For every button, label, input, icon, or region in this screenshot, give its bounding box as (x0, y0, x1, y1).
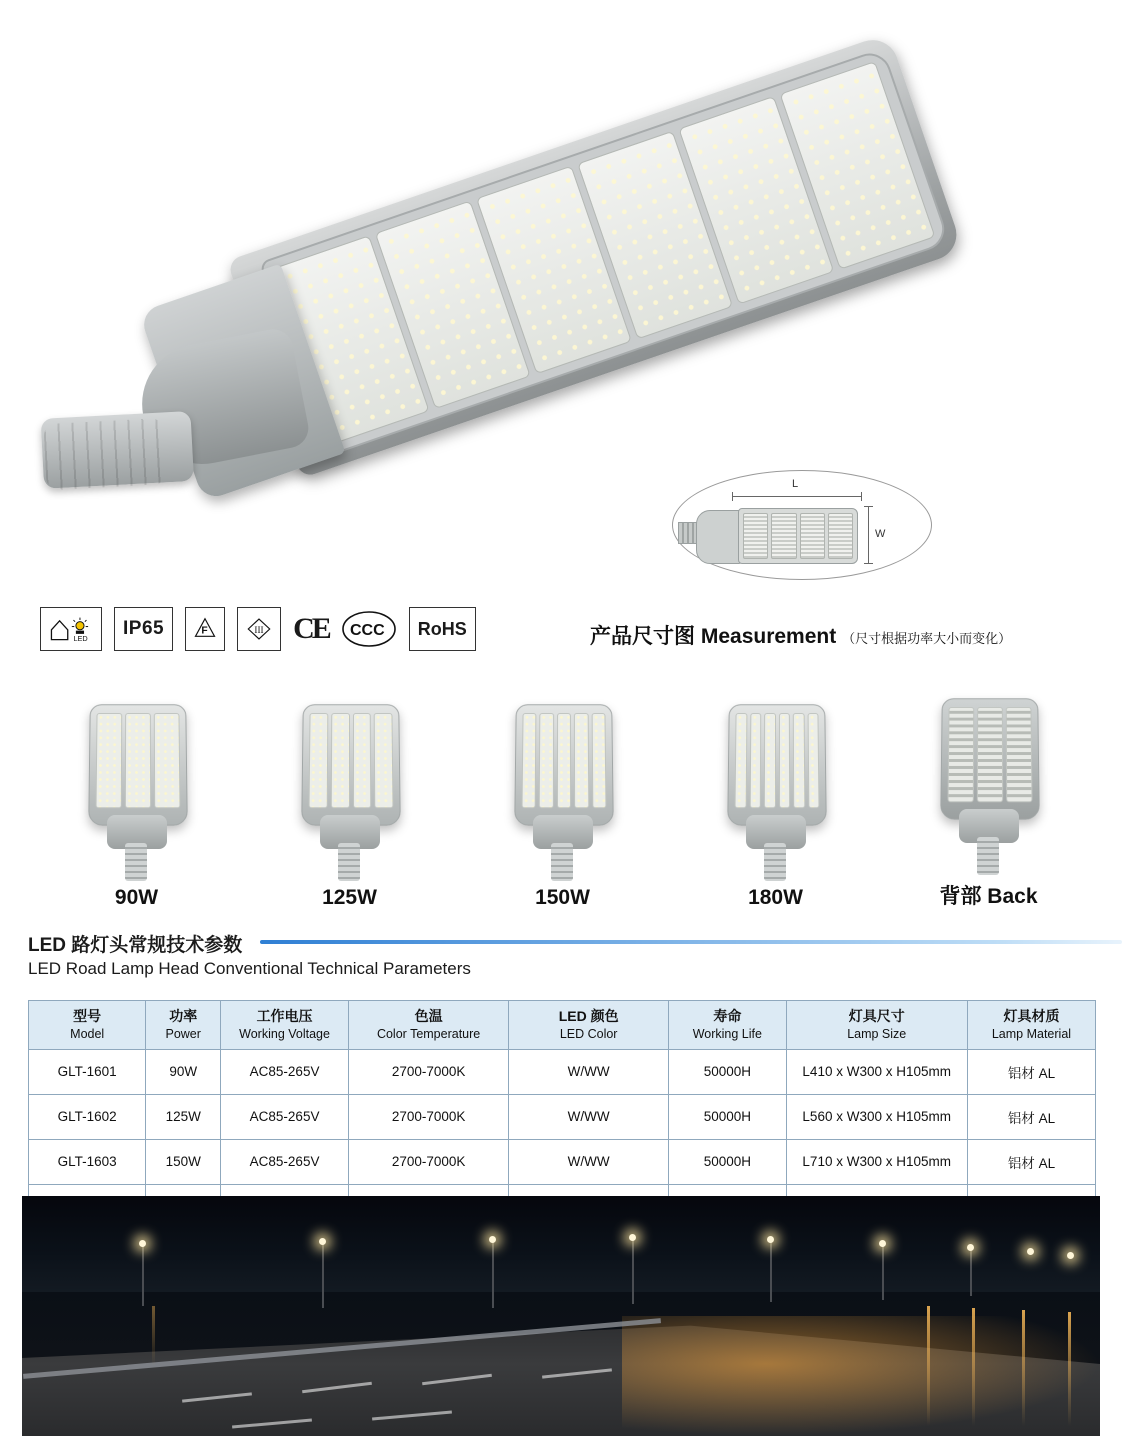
rohs-mark-icon (409, 607, 476, 651)
street-lamp-post (882, 1244, 884, 1300)
cell-model: GLT-1601 (29, 1049, 146, 1094)
fin-group (947, 707, 974, 802)
section-title-en: LED Road Lamp Head Conventional Technical Parameters (28, 959, 471, 978)
cell-power: 150W (146, 1139, 221, 1184)
section-heading (28, 930, 1098, 979)
lamp-body (514, 704, 614, 825)
cell-cct: 2700-7000K (349, 1049, 509, 1094)
cell-voltage: AC85-265V (221, 1049, 349, 1094)
street-lamp-light (767, 1236, 774, 1243)
lamp-back-view (919, 697, 1059, 872)
measurement-diagram (672, 470, 932, 580)
water-reflection (1068, 1312, 1071, 1426)
col-life-en: Working Life (692, 1026, 762, 1041)
street-lamp-light (879, 1240, 886, 1247)
certification-row (40, 606, 476, 652)
ce-label: CE (293, 612, 329, 645)
street-lamp-post (142, 1244, 144, 1306)
lamp-body (727, 704, 827, 825)
street-lamp-light (319, 1238, 326, 1245)
col-model-cn: 型号 (73, 1008, 102, 1024)
col-size-cn: 灯具尺寸 (848, 1008, 905, 1024)
cell-cct: 2700-7000K (349, 1139, 509, 1184)
table-row (29, 1049, 1096, 1094)
diagram-lamp-head (696, 510, 742, 564)
led-module (153, 713, 180, 808)
led-module (734, 713, 746, 808)
street-lamp-post (970, 1248, 972, 1296)
cell-model: GLT-1602 (29, 1094, 146, 1139)
col-life (669, 1001, 786, 1050)
lamp-body (88, 704, 188, 825)
fin-group (1005, 707, 1032, 802)
series-item-back (882, 670, 1095, 910)
lamp-150w (493, 703, 633, 878)
rohs-label: RoHS (417, 618, 467, 639)
cell-power: 125W (146, 1094, 221, 1139)
cell-life: 50000H (669, 1139, 786, 1184)
street-lamp-post (632, 1238, 634, 1304)
cell-led-color: W/WW (509, 1049, 669, 1094)
cell-model: GLT-1603 (29, 1139, 146, 1184)
street-lamp-light (1067, 1252, 1074, 1259)
led-module (95, 713, 122, 808)
series-item-180w (669, 670, 882, 910)
cell-size: L710 x W300 x H105mm (786, 1139, 967, 1184)
col-model (29, 1001, 146, 1050)
ip65-badge (114, 607, 173, 651)
col-led-color-en: LED Color (559, 1026, 618, 1041)
svg-text:CCC: CCC (349, 622, 385, 639)
street-lamp-post (492, 1240, 494, 1308)
cell-size: L410 x W300 x H105mm (786, 1049, 967, 1094)
col-led-color-cn: LED 颜色 (558, 1008, 619, 1024)
led-module (763, 713, 775, 808)
col-power-en: Power (165, 1026, 201, 1041)
cell-voltage: AC85-265V (221, 1094, 349, 1139)
led-module (330, 713, 349, 808)
lamp-body (301, 704, 401, 825)
cell-material: 铝材 AL (967, 1139, 1095, 1184)
cell-material: 铝材 AL (967, 1049, 1095, 1094)
diagram-module (771, 513, 796, 559)
series-item-125w (243, 670, 456, 910)
street-lamp-light (1027, 1248, 1034, 1255)
led-grid (308, 713, 393, 808)
col-power (146, 1001, 221, 1050)
water-reflection (972, 1308, 975, 1426)
col-power-cn: 功率 (169, 1008, 198, 1024)
lamp-90w (67, 703, 207, 878)
fin-group (976, 707, 1002, 802)
water-reflection (927, 1306, 930, 1426)
lamp-led-panel (259, 48, 950, 458)
diagram-module (743, 513, 768, 559)
water-reflection (152, 1306, 155, 1366)
lamp-pole (977, 837, 999, 875)
led-module (749, 713, 761, 808)
col-model-en: Model (70, 1026, 105, 1041)
series-label-back: 背部 Back (939, 885, 1038, 908)
svg-text:F: F (201, 625, 208, 637)
application-photo-night-bridge (22, 1196, 1100, 1436)
led-module (124, 713, 150, 808)
ce-mark-icon (293, 606, 329, 652)
cell-voltage: AC85-265V (221, 1139, 349, 1184)
col-voltage (221, 1001, 349, 1050)
led-module (352, 713, 371, 808)
table-header-row (29, 1001, 1096, 1050)
led-grid (521, 713, 606, 808)
measurement-title (590, 620, 1011, 650)
led-module (308, 713, 328, 808)
led-module (556, 713, 571, 808)
lamp-pole (551, 843, 573, 881)
lamp-125w (280, 703, 420, 878)
lamp-pole (125, 843, 147, 881)
col-led-color (509, 1001, 669, 1050)
cell-led-color: W/WW (509, 1094, 669, 1139)
led-module (591, 713, 606, 808)
lamp-pole (338, 843, 360, 881)
col-cct-cn: 色温 (414, 1008, 443, 1024)
street-lamp-light (629, 1234, 636, 1241)
series-label-125w: 125W (322, 886, 377, 909)
lamp-heatsink (940, 698, 1040, 819)
diagram-module (800, 513, 825, 559)
street-lamp-light (967, 1244, 974, 1251)
diagram-module (828, 513, 853, 559)
col-life-cn: 寿命 (713, 1008, 742, 1024)
col-material-en: Lamp Material (991, 1026, 1072, 1041)
led-module (807, 713, 819, 808)
series-label-150w: 150W (535, 886, 590, 909)
cell-life: 50000H (669, 1049, 786, 1094)
class-three-icon (237, 607, 281, 651)
f-mark-icon (185, 607, 225, 651)
svg-text:LED: LED (73, 634, 88, 644)
cell-size: L560 x W300 x H105mm (786, 1094, 967, 1139)
led-grid (734, 713, 819, 808)
lamp-180w (706, 703, 846, 878)
col-size (786, 1001, 967, 1050)
street-lamp-light (139, 1240, 146, 1247)
street-lamp-light (489, 1236, 496, 1243)
col-cct (349, 1001, 509, 1050)
street-lamp-post (322, 1242, 324, 1308)
led-module (574, 713, 589, 808)
table-row (29, 1139, 1096, 1184)
led-module (792, 713, 804, 808)
measurement-title-cn: 产品尺寸图 (590, 625, 695, 648)
length-dimension-line (732, 496, 862, 497)
length-label: L (792, 478, 799, 490)
series-item-150w (456, 670, 669, 910)
measurement-title-en: Measurement (700, 625, 837, 648)
series-item-90w (30, 670, 243, 910)
col-material-cn: 灯具材质 (1003, 1008, 1060, 1024)
led-module (778, 713, 790, 808)
width-label: W (875, 528, 886, 540)
measurement-note: （尺寸根据功率大小而变化） (842, 631, 1012, 646)
road-light-glow (622, 1316, 1100, 1436)
col-material (967, 1001, 1095, 1050)
led-module (539, 713, 554, 808)
ccc-mark-icon (341, 606, 397, 652)
water-reflection (1022, 1310, 1025, 1426)
lamp-pole (764, 843, 786, 881)
col-cct-en: Color Temperature (376, 1026, 481, 1041)
product-series-row (30, 670, 1095, 910)
width-dimension-line (868, 506, 869, 564)
led-module (521, 713, 536, 808)
section-title-cn: LED 路灯头常规技术参数 (28, 935, 243, 956)
house-led-icon (40, 607, 102, 651)
cell-life: 50000H (669, 1094, 786, 1139)
led-grid (95, 713, 180, 808)
svg-text:III: III (254, 624, 264, 635)
section-rule (260, 940, 1122, 944)
lamp-arm-grooves (43, 418, 166, 490)
cell-led-color: W/WW (509, 1139, 669, 1184)
table-row (29, 1094, 1096, 1139)
cell-cct: 2700-7000K (349, 1094, 509, 1139)
ip65-label: IP65 (123, 618, 165, 639)
heatsink-fins (947, 707, 1032, 802)
col-voltage-cn: 工作电压 (256, 1008, 313, 1024)
series-label-90w: 90W (114, 886, 159, 909)
col-voltage-en: Working Voltage (239, 1026, 330, 1041)
led-module (373, 713, 393, 808)
col-size-en: Lamp Size (847, 1026, 907, 1041)
cell-power: 90W (146, 1049, 221, 1094)
cell-material: 铝材 AL (967, 1094, 1095, 1139)
night-sky (22, 1196, 1100, 1292)
street-lamp-post (770, 1240, 772, 1302)
diagram-lamp-body (738, 508, 858, 564)
series-label-180w: 180W (748, 886, 803, 909)
